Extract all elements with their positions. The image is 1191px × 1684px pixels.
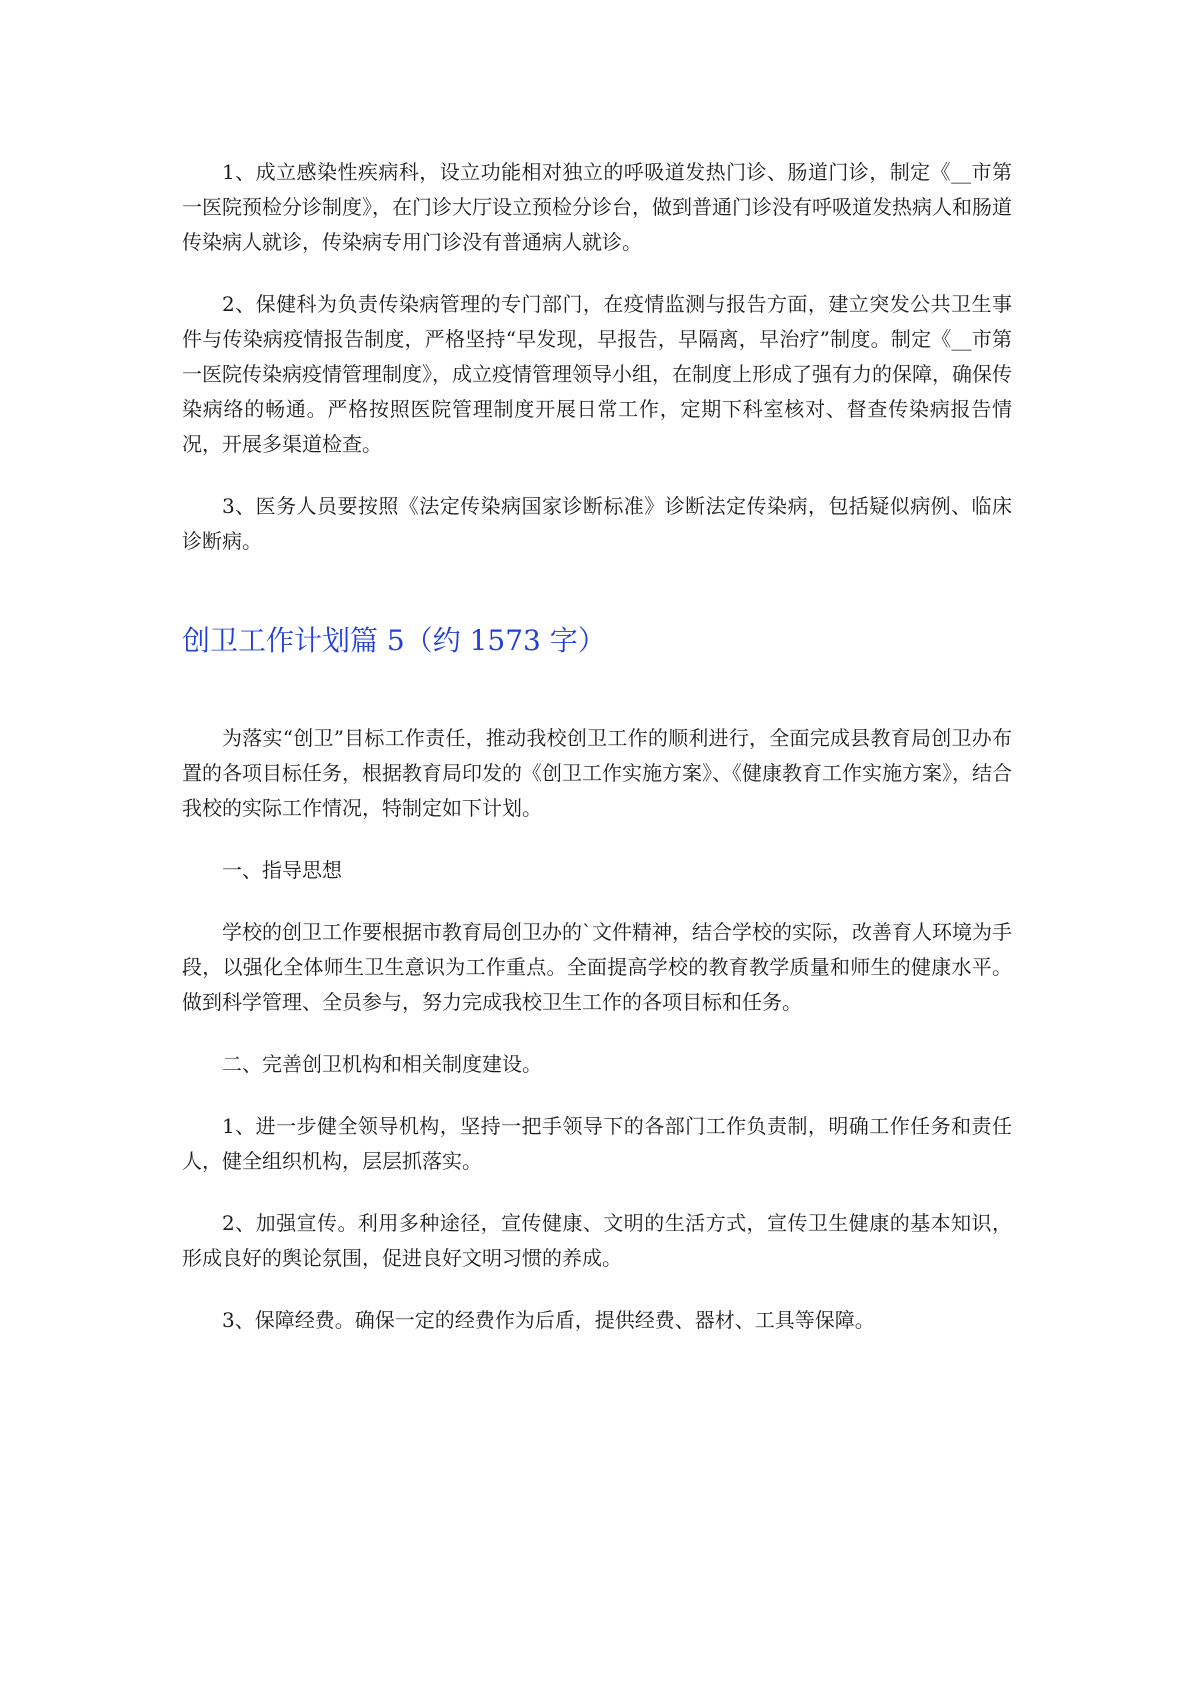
paragraph-funding: 3、保障经费。确保一定的经费作为后盾，提供经费、器材、工具等保障。 (222, 1308, 875, 1332)
paragraph-health-department: 2、保健科为负责传染病管理的专门部门，在疫情监测与报告方面，建立突发公共卫生事件与传染病疫情报告制度，严格坚持“早发现，早报告，早隔离，早治疗”制度。制定《__市第一医院传染病疫情管理制度》，成立疫情管理领导小组，在制度上形成了强有力的保障，确保传染病络的畅通。严格按照医院管理制度开展日常工作，定期下科室核对、督查传染病报告情况，开展多渠道检查。 (182, 292, 1012, 456)
paragraph-guiding-heading: 一、指导思想 (222, 858, 342, 882)
paragraph-leadership: 1、进一步健全领导机构，坚持一把手领导下的各部门工作负责制，明确工作任务和责任人，健全组织机构，层层抓落实。 (182, 1114, 1012, 1173)
paragraph-publicity: 2、加强宣传。利用多种途径，宣传健康、文明的生活方式，宣传卫生健康的基本知识，形成良好的舆论氛围，促进良好文明习惯的养成。 (182, 1211, 1012, 1270)
paragraph-guiding-thought: 学校的创卫工作要根据市教育局创卫办的`文件精神，结合学校的实际，改善育人环境为手段，以强化全体师生卫生意识为工作重点。全面提高学校的教育教学质量和师生的健康水平。做到科学管理、全员参与，努力完成我校卫生工作的各项目标和任务。 (182, 920, 1012, 1014)
document-content (182, 155, 1012, 1338)
paragraph-organization-heading: 二、完善创卫机构和相关制度建设。 (222, 1052, 542, 1076)
section-heading: 创卫工作计划篇 5（约 1573 字） (182, 624, 606, 657)
paragraph-intro: 为落实“创卫”目标工作责任，推动我校创卫工作的顺利进行，全面完成县教育局创卫办布置的各项目标任务，根据教育局印发的《创卫工作实施方案》、《健康教育工作实施方案》，结合我校的实际工作情况，特制定如下计划。 (182, 726, 1012, 820)
paragraph-isolation-clinic: 1、成立感染性疾病科，设立功能相对独立的呼吸道发热门诊、肠道门诊，制定《__市第一医院预检分诊制度》，在门诊大厅设立预检分诊台，做到普通门诊没有呼吸道发热病人和肠道传染病人就诊，传染病专用门诊没有普通病人就诊。 (182, 160, 1012, 254)
paragraph-diagnosis-standard: 3、医务人员要按照《法定传染病国家诊断标准》诊断法定传染病，包括疑似病例、临床诊断病。 (182, 494, 1012, 553)
